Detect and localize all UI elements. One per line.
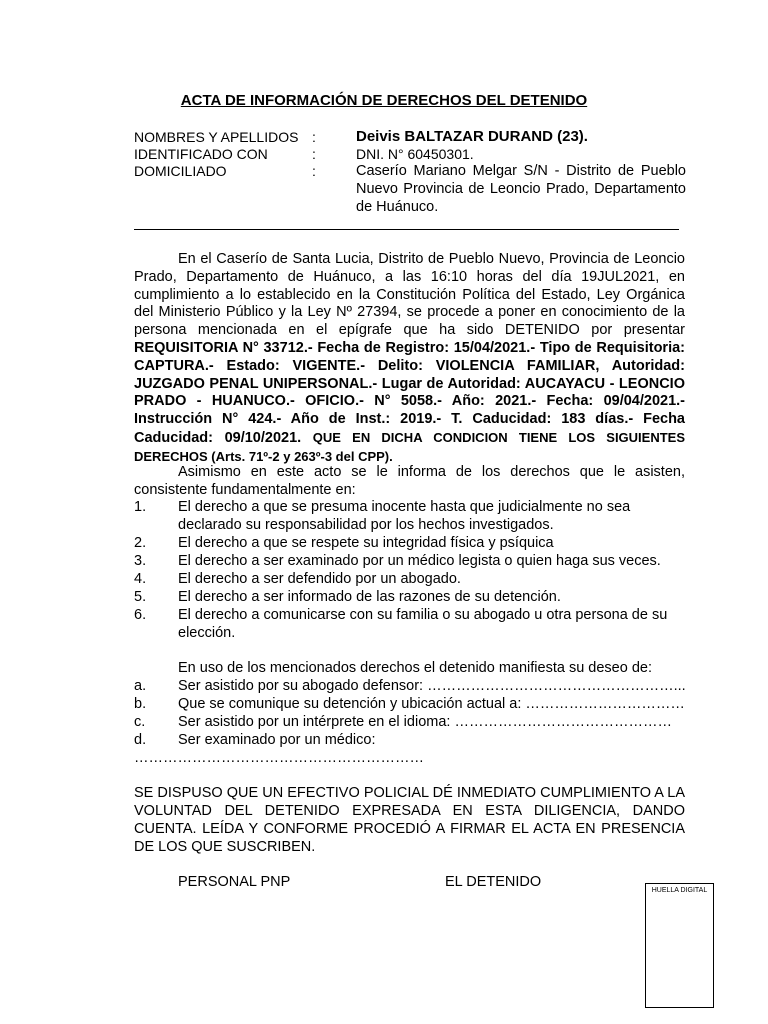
list-item-text: El derecho a que se presuma inocente hasta que judicialmente no sea declarado su responsabilidad por los hechos investigados. (178, 499, 631, 533)
body-condicion: QUE EN DICHA CONDICION TIENE LOS SIGUIENTES DERECHOS (Arts. 71º-2 y 263º-3 del CPP). (134, 429, 686, 464)
list-item-number: 2. (134, 535, 147, 551)
list-item-number: 6. (134, 607, 147, 623)
list-item-number: 4. (134, 571, 147, 587)
wish-item-text: Que se comunique su detención y ubicación actual a: …………………………… (178, 696, 685, 712)
list-item-text: El derecho a que se respete su integridad física y psíquica (178, 535, 554, 551)
wish-item-letter: b. (134, 696, 147, 712)
list-item-text: El derecho a ser informado de las razones de su detención. (178, 589, 561, 605)
body-asimismo: Asimismo en este acto se le informa de los derechos que le asisten, consistente fundamentalmente en: (134, 464, 685, 498)
wish-item-letter: d. (134, 732, 147, 748)
wish-item-text: Ser asistido por su abogado defensor: ……………………………………………... (178, 678, 686, 694)
body-requisitoria: REQUISITORIA N° 33712.- Fecha de Registro: 15/04/2021.- Tipo de Requisitoria: CAPTURA.- Estado: VIGENTE.- Delito: VIOLENCIA FAMILIAR, Autoridad: JUZGADO PENAL UNIPERSONAL.- Lugar de Autoridad: AUCAYACU - LEONCIO PRADO - HUANUCO.- OFICIO.- N° 5058.- Año: 2021.- Fecha: 09/04/2021.- Instrucción N° 424.- Año de Inst.: 2019.- T. Caducidad: 183 días.- Fecha Caducidad: 09/10/2021. (134, 339, 685, 446)
list-item-text: El derecho a comunicarse con su familia o su abogado u otra persona de su elección. (178, 607, 668, 641)
list-item-text: El derecho a ser defendido por un abogado. (178, 571, 461, 587)
header-label-id: IDENTIFICADO CON (134, 146, 268, 162)
signature-label-detenido: EL DETENIDO (445, 874, 542, 890)
document-title: ACTA DE INFORMACIÓN DE DERECHOS DEL DETENIDO (180, 92, 588, 109)
header-label-names: NOMBRES Y APELLIDOS (134, 129, 299, 145)
wish-item-letter: a. (134, 678, 147, 694)
wish-item-text: Ser examinado por un médico: (178, 732, 376, 748)
body-paragraph (134, 251, 685, 467)
list-item-number: 1. (134, 499, 147, 515)
fingerprint-box (645, 883, 714, 1008)
header-colon-id: : (312, 146, 316, 162)
fingerprint-label: HUELLA DIGITAL (651, 887, 708, 894)
header-colon-names: : (312, 129, 316, 145)
wish-item-letter: c. (134, 714, 146, 730)
list-item-number: 5. (134, 589, 147, 605)
list-item-text: El derecho a ser examinado por un médico legista o quien haga sus veces. (178, 553, 661, 569)
dotted-line: …………………………………………………… (134, 750, 424, 766)
header-value-names: Deivis BALTAZAR DURAND (23). (356, 128, 588, 145)
body-intro: En el Caserío de Santa Lucia, Distrito de Pueblo Nuevo, Provincia de Leoncio Prado, Departamento de Huánuco, a las 16:10 horas del día 19JUL2021, en cumplimiento a lo establecido en la Constitución Política del Estado, Ley Orgánica del Ministerio Público y la Ley Nº 27394, se procede a poner en conocimiento de la persona mencionada en el epígrafe que ha sido DETENIDO por presentar (134, 251, 685, 339)
wishes-intro: En uso de los mencionados derechos el detenido manifiesta su deseo de: (178, 660, 652, 676)
header-separator (134, 229, 679, 230)
header-label-address: DOMICILIADO (134, 163, 227, 179)
header-value-address: Caserío Mariano Melgar S/N - Distrito de Pueblo Nuevo Provincia de Leoncio Prado, Departamento de Huánuco. (356, 163, 686, 215)
wish-item-text: Ser asistido por un intérprete en el idioma: ……………………………………… (178, 714, 672, 730)
list-item-number: 3. (134, 553, 147, 569)
closing-paragraph: SE DISPUSO QUE UN EFECTIVO POLICIAL DÉ INMEDIATO CUMPLIMIENTO A LA VOLUNTAD DEL DETENIDO EXPRESADA EN ESTA DILIGENCIA, DANDO CUENTA. LEÍDA Y CONFORME PROCEDIÓ A FIRMAR EL ACTA EN PRESENCIA DE LOS QUE SUSCRIBEN. (134, 785, 685, 855)
header-colon-address: : (312, 163, 316, 179)
header-value-id: DNI. N° 60450301. (356, 146, 474, 162)
signature-label-pnp: PERSONAL PNP (178, 874, 291, 890)
